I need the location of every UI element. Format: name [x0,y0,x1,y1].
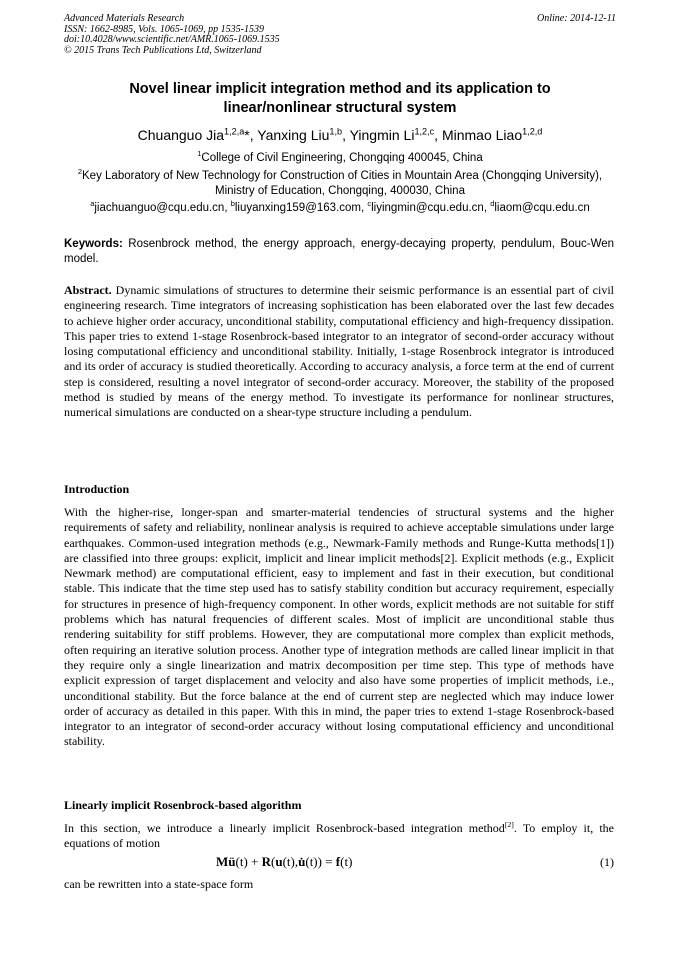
eq-part: ( [271,854,276,869]
online-date: Online: 2014-12-11 [537,13,616,24]
author-name: Chuanguo Jia [137,127,225,143]
journal-issn: ISSN: 1662-8985, Vols. 1065-1069, pp 1535-1539 [64,23,264,35]
eq-part: (t), [282,854,299,869]
journal-header [64,14,616,56]
eq-displacement: u [275,854,283,869]
email-link[interactable]: liyingmin@cqu.edu.cn [371,202,484,214]
rosenbrock-paragraph [64,821,614,852]
affiliation-text: Key Laboratory of New Technology for Construction of Cities in Mountain Area (Chongqing University), Ministry of Education, Chongqing, 400030, China [82,170,603,197]
corresponding-mark: * [244,127,250,143]
copyright-notice: © 2015 Trans Tech Publications Ltd, Switzerland [64,44,262,56]
title-line-2: linear/nonlinear structural system [223,100,457,116]
email-superscript: b [230,199,235,209]
equation-1 [64,853,614,871]
eq-force: f [335,854,341,869]
author-name: Minmao Liao [441,127,523,143]
author-superscript: 1,b [329,126,343,137]
author-superscript: 1,2,d [522,126,543,137]
abstract-text: Dynamic simulations of structures to determine their seismic performance is an essential part of civil engineering research. Time integrators of increasing sophistication has been elaborated over the last few decades to achieve higher order accuracy, unconditional stability, computational efficiency and high-frequency dissipation. This paper tries to extend 1-stage Rosenbrock-based integrator to an integrator of second-order accuracy without losing computational efficiency and unconditional stability. Initially, 1-stage Rosenbrock integrator is introduced and its order of accuracy is studied theoretically. According to accuracy analysis, a force term at the end of current step is considered, resulting a novel integrator of second-order accuracy. Moreover, the stability of the proposed method is studied by means of the energy method. To investigate its performance for nonlinear structures, numerical simulations are conducted on a shear-type structure including a pendulum. [64,283,615,420]
paragraph-text: . To employ it, the equations of motion [64,821,614,851]
author-name: Yingmin Li [349,127,415,143]
eq-velocity: u̇ [298,854,306,869]
citation-ref[interactable]: [2] [504,820,514,829]
author-superscript: 1,2,a [224,126,245,137]
email-superscript: c [367,199,372,209]
equation-number: (1) [600,855,614,869]
abstract-block [64,283,614,421]
affiliation-superscript: 1 [197,149,202,159]
affiliation-superscript: 2 [77,167,83,177]
keywords-label: Keywords: [64,238,123,250]
eq-part: (t) [340,854,353,869]
keywords-block [64,237,614,266]
paper-title [64,80,616,118]
journal-name: Advanced Materials Research [64,13,185,24]
author-superscript: 1,2,c [414,126,435,137]
paragraph-text: In this section, we introduce a linearly implicit Rosenbrock-based integration method [64,821,505,835]
journal-doi: doi:10.4028/www.scientific.net/AMR.1065-1069.1535 [64,34,280,45]
introduction-paragraph: With the higher-rise, longer-span and smarter-material tendencies of structural systems and the higher requirements of safety and reliability, nonlinear analysis is required to achieve acceptable simulations under large earthquakes. Common-used integration methods (e.g., Newmark-Family methods and Runge-Kutta methods[1]) are classified into three groups: explicit, implicit and linear implicit methods[2]. Explicit methods (e.g., Explicit Newmark method) are computational efficient, easy to implement and fast in their execution, but conditional stable. This indicate that the time step used has to satisfy stability condition but accuracy requirement, especially for structures in presence of high-frequency component. In other words, explicit methods are not suitable for stiff problems which has natural frequencies of different scales. Most of implicit are unconditional stable thus rendering suitability for stiff problems. However, they are computational more complex than explicit methods, often requiring an iterative solution process. Another type of integration methods are called linear implicit in that they require only a single linearization and matrix decomposition per time step. This type of methods have explicit expression of target displacement and velocity and also have some properties of implicit methods, i.e., unconditional stability. But the force balance at the end of current step are neglected which may induce lower order of accuracy as detailed in this paper. With this in mind, the paper tries to extend 1-stage Rosenbrock-based integrator to an integrator of second-order accuracy without losing computational efficiency and unconditional stability. [64,505,614,749]
email-link[interactable]: jiachuanguo@cqu.edu.cn [94,202,225,214]
affiliation-text: College of Civil Engineering, Chongqing 400045, China [201,152,483,164]
author-name: Yanxing Liu [257,127,330,143]
section-heading-rosenbrock: Linearly implicit Rosenbrock-based algorithm [64,798,302,812]
eq-mass-matrix: M [216,854,229,869]
equation-expression [216,853,352,871]
email-superscript: d [490,199,495,209]
author-list: Chuanguo Jia$^{1,2,a}$*, Yanxing Liu$^{1,b}$, Yingmin Li$^{1,2,c}$, Minmao Liao$^{1,2,d}$ [137,126,543,143]
affiliation-2 [64,169,616,198]
section-heading-introduction: Introduction [64,482,130,496]
keywords-text: Rosenbrock method, the energy approach, energy-decaying property, pendulum, Bouc-Wen model. [64,238,615,265]
post-equation-text: can be rewritten into a state-space form [64,877,254,891]
eq-acceleration: ü [228,854,236,869]
email-link[interactable]: liaom@cqu.edu.cn [494,202,590,214]
abstract-label: Abstract. [64,283,112,297]
email-link[interactable]: liuyanxing159@163.com [234,202,361,214]
email-superscript: a [90,199,95,209]
eq-restoring-force: R [261,854,272,869]
email-list: $^a$jiachuanguo@cqu.edu.cn, $^b$liuyanxing159@163.com, $^c$liyingmin@cqu.edu.cn, $^d$liaom@cqu.edu.cn [90,199,590,214]
eq-part: (t) + [235,854,262,869]
title-line-1: Novel linear implicit integration method and its application to [129,81,551,97]
affiliation-1 [64,151,616,166]
eq-part: (t)) = [305,854,336,869]
